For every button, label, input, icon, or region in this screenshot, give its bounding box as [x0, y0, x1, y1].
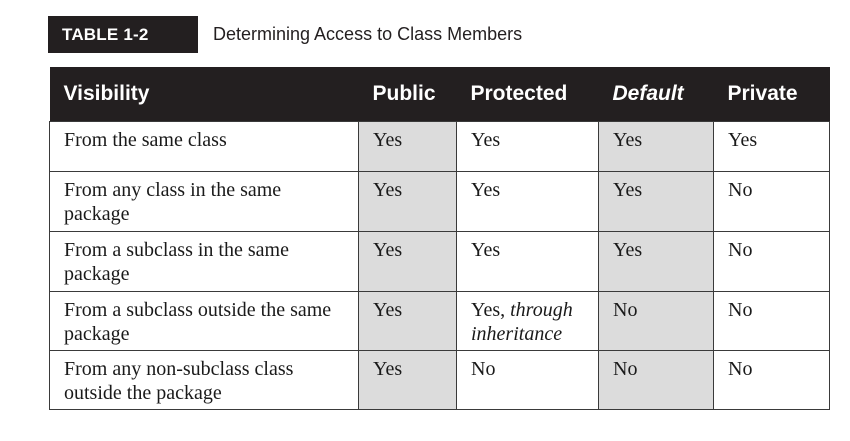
header-default: Default: [612, 81, 684, 105]
private-cell: No: [714, 291, 830, 350]
default-cell: Yes: [599, 171, 714, 231]
table-body: [50, 121, 830, 409]
visibility-cell: From the same class: [50, 121, 359, 171]
table-row: [50, 291, 830, 350]
private-cell: Yes: [714, 121, 830, 171]
default-cell: No: [599, 291, 714, 350]
public-cell: Yes: [359, 231, 457, 291]
table-row: [50, 121, 830, 171]
public-cell: Yes: [359, 291, 457, 350]
visibility-cell: From a subclass in the same package: [50, 231, 359, 291]
header-private: Private: [727, 81, 798, 105]
public-cell: Yes: [359, 121, 457, 171]
default-cell: Yes: [599, 231, 714, 291]
default-cell: Yes: [599, 121, 714, 171]
visibility-cell: From a subclass outside the same package: [50, 291, 359, 350]
header-protected: Protected: [470, 81, 568, 105]
visibility-cell: From any class in the same package: [50, 171, 359, 231]
protected-value: Yes,: [471, 298, 506, 321]
header-visibility: Visibility: [63, 81, 150, 105]
table-row: [50, 171, 830, 231]
public-cell: Yes: [359, 350, 457, 409]
header-public: Public: [372, 81, 436, 105]
private-cell: No: [714, 171, 830, 231]
protected-cell: Yes: [457, 171, 599, 231]
protected-cell: Yes: [457, 121, 599, 171]
header-row: [50, 67, 830, 121]
protected-cell: [457, 291, 599, 350]
visibility-cell: From any non-subclass class outside the package: [50, 350, 359, 409]
table-number-badge: TABLE 1-2: [48, 16, 198, 53]
access-table: [49, 67, 830, 410]
default-cell: No: [599, 350, 714, 409]
private-cell: No: [714, 231, 830, 291]
protected-note: through inheritance: [471, 298, 573, 345]
table-header: [50, 67, 830, 121]
table-caption-title: Determining Access to Class Members: [213, 24, 523, 44]
protected-cell: No: [457, 350, 599, 409]
table-row: [50, 231, 830, 291]
table-row: [50, 350, 830, 409]
public-cell: Yes: [359, 171, 457, 231]
protected-cell: Yes: [457, 231, 599, 291]
private-cell: No: [714, 350, 830, 409]
